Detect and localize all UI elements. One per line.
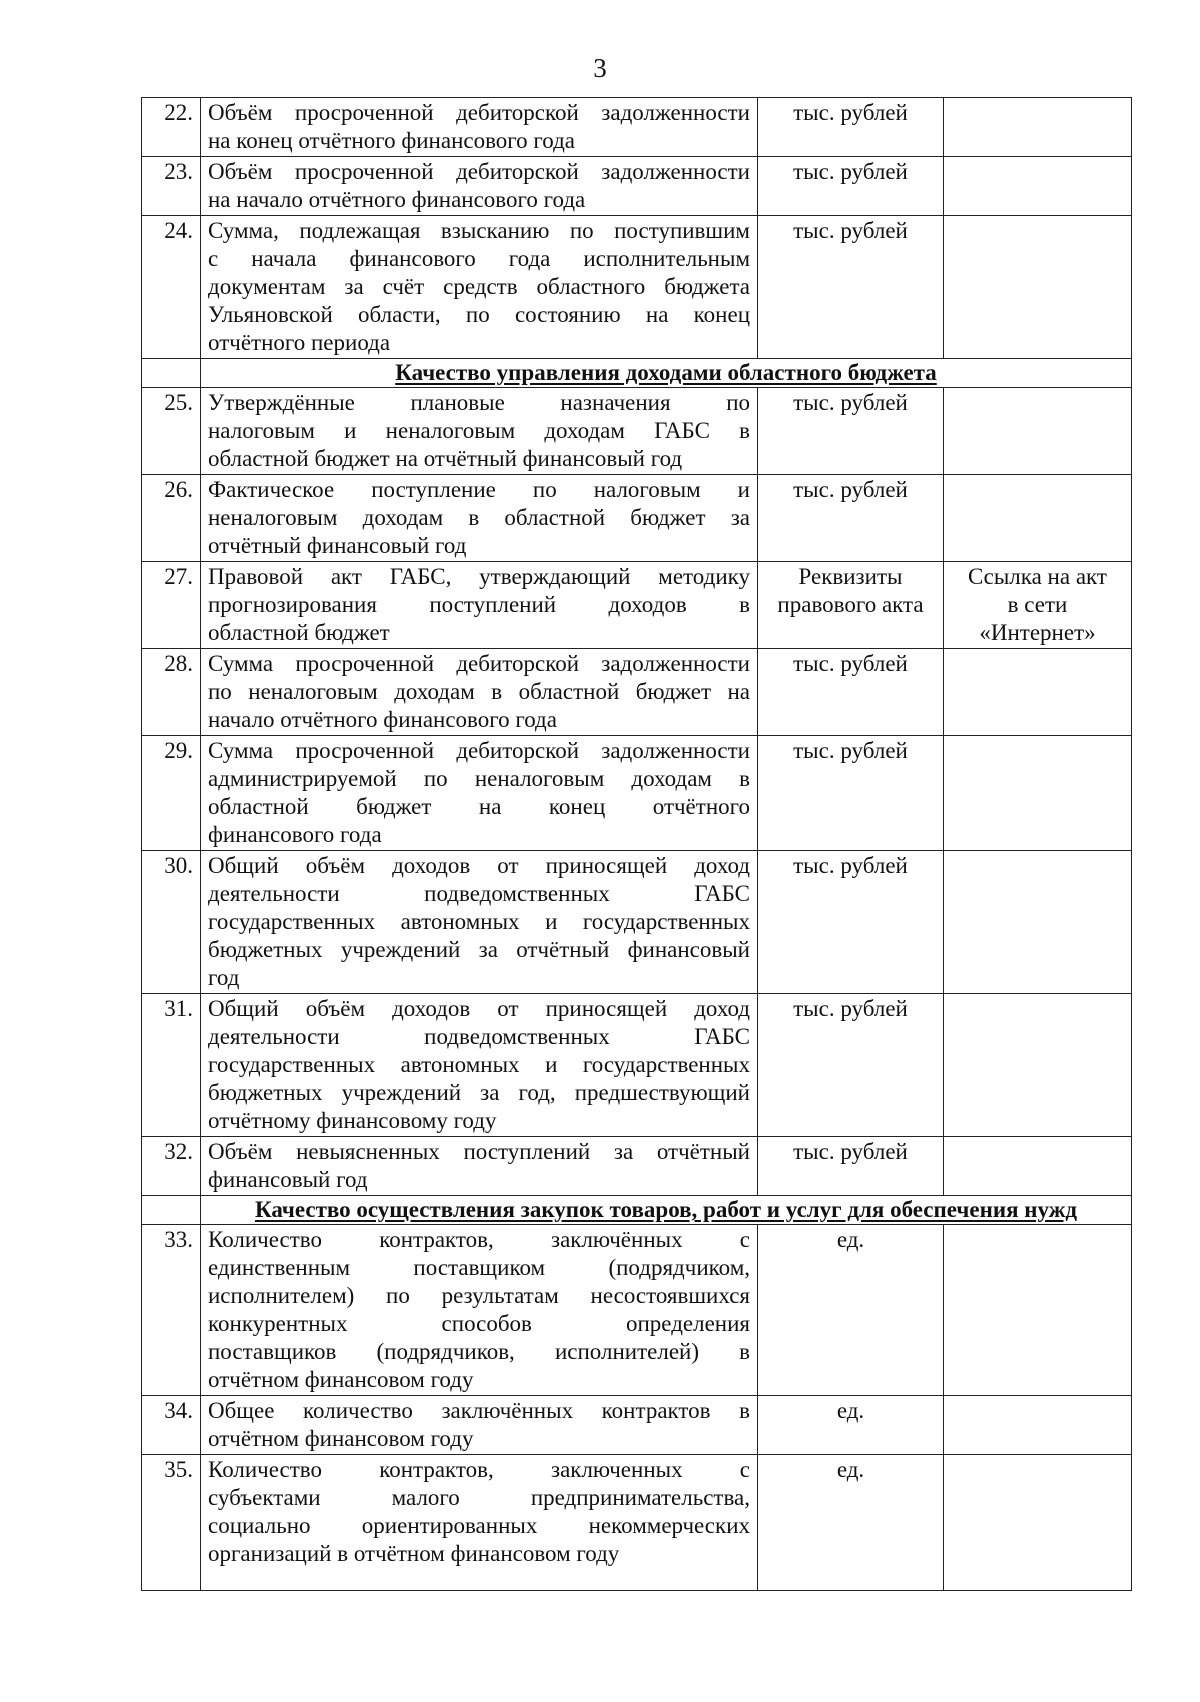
description-line: государственных автономных и государственных <box>208 909 750 934</box>
description-line: финансового года <box>208 822 382 847</box>
section-title: Качество осуществления закупок товаров, работ и услуг для обеспечения нужд <box>201 1196 1132 1225</box>
note-cell <box>944 562 1132 649</box>
table-row <box>142 649 1132 736</box>
row-number: 22. <box>142 98 201 157</box>
description-line: отчётного периода <box>208 330 391 355</box>
description-line: год <box>208 965 240 990</box>
description-line: социально ориентированных некоммерческих <box>208 1513 750 1538</box>
table-row <box>142 994 1132 1137</box>
unit-cell: тыс. рублей <box>758 736 944 851</box>
unit-cell: тыс. рублей <box>758 475 944 562</box>
table-row <box>142 216 1132 359</box>
section-number-cell <box>142 359 201 388</box>
description-line: конкурентных способов определения <box>208 1311 750 1336</box>
table-row <box>142 388 1132 475</box>
indicator-description <box>201 1455 758 1591</box>
indicator-description <box>201 475 758 562</box>
description-line: с начала финансового года исполнительным <box>208 246 750 271</box>
note-cell <box>944 1455 1132 1591</box>
page-number: 3 <box>593 53 607 83</box>
unit-cell: ед. <box>758 1455 944 1591</box>
section-header-row <box>142 359 1132 388</box>
description-line: Общее количество заключённых контрактов в <box>208 1398 750 1423</box>
description-line: Объём просроченной дебиторской задолженности <box>208 159 750 184</box>
row-number: 26. <box>142 475 201 562</box>
description-line: Объём просроченной дебиторской задолженности <box>208 100 750 125</box>
unit-line: правового акта <box>777 592 924 617</box>
table-row <box>142 1225 1132 1396</box>
note-line: Ссылка на акт <box>968 564 1107 589</box>
description-line: отчётный финансовый год <box>208 533 467 558</box>
description-line: Объём невыясненных поступлений за отчётный <box>208 1139 750 1164</box>
description-line: поставщиков (подрядчиков, исполнителей) в <box>208 1339 750 1364</box>
description-line: Количество контрактов, заключенных с <box>208 1457 750 1482</box>
description-line: Ульяновской области, по состоянию на конец <box>208 302 750 327</box>
description-line: по неналоговым доходам в областной бюджет на <box>208 679 750 704</box>
description-line: деятельности подведомственных ГАБС <box>208 881 750 906</box>
description-line: на конец отчётного финансового года <box>208 128 576 153</box>
description-line: финансовый год <box>208 1167 368 1192</box>
table-row <box>142 562 1132 649</box>
table-row <box>142 1396 1132 1455</box>
row-number: 24. <box>142 216 201 359</box>
table-row <box>142 157 1132 216</box>
description-line: Количество контрактов, заключённых с <box>208 1227 750 1252</box>
note-cell <box>944 1396 1132 1455</box>
section-header-row <box>142 1196 1132 1225</box>
description-line: документам за счёт средств областного бюджета <box>208 274 750 299</box>
note-cell <box>944 649 1132 736</box>
description-line: Утверждённые плановые назначения по <box>208 390 750 415</box>
row-number: 27. <box>142 562 201 649</box>
row-number: 35. <box>142 1455 201 1591</box>
indicator-description <box>201 1225 758 1396</box>
note-cell <box>944 216 1132 359</box>
row-number: 25. <box>142 388 201 475</box>
unit-cell: тыс. рублей <box>758 1137 944 1196</box>
description-line: областной бюджет на отчётный финансовый год <box>208 446 683 471</box>
note-cell <box>944 851 1132 994</box>
description-line: Фактическое поступление по налоговым и <box>208 477 750 502</box>
note-cell <box>944 475 1132 562</box>
description-line: Правовой акт ГАБС, утверждающий методику <box>208 564 750 589</box>
row-number: 29. <box>142 736 201 851</box>
indicator-description <box>201 1137 758 1196</box>
indicator-description <box>201 851 758 994</box>
note-cell <box>944 1225 1132 1396</box>
unit-cell: тыс. рублей <box>758 851 944 994</box>
description-line: неналоговым доходам в областной бюджет за <box>208 505 750 530</box>
table-row <box>142 736 1132 851</box>
description-line: субъектами малого предпринимательства, <box>208 1485 750 1510</box>
description-line: на начало отчётного финансового года <box>208 187 586 212</box>
description-line: отчётном финансовом году <box>208 1367 474 1392</box>
row-number: 34. <box>142 1396 201 1455</box>
indicator-description <box>201 157 758 216</box>
description-line: Сумма просроченной дебиторской задолженности <box>208 651 750 676</box>
description-line: Общий объём доходов от приносящей доход <box>208 996 750 1021</box>
indicator-description <box>201 994 758 1137</box>
unit-cell: тыс. рублей <box>758 98 944 157</box>
description-line: бюджетных учреждений за отчётный финансовый <box>208 937 750 962</box>
indicator-table <box>141 97 1132 1591</box>
description-line: отчётном финансовом году <box>208 1426 474 1451</box>
description-line: организаций в отчётном финансовом году <box>208 1541 620 1566</box>
description-line: государственных автономных и государственных <box>208 1052 750 1077</box>
table-row <box>142 851 1132 994</box>
indicator-description <box>201 649 758 736</box>
unit-cell: тыс. рублей <box>758 649 944 736</box>
description-line: областной бюджет на конец отчётного <box>208 794 750 819</box>
indicator-description <box>201 736 758 851</box>
note-cell <box>944 1137 1132 1196</box>
indicator-description <box>201 216 758 359</box>
indicator-description <box>201 562 758 649</box>
unit-line: Реквизиты <box>798 564 903 589</box>
table-row <box>142 98 1132 157</box>
description-line: единственным поставщиком (подрядчиком, <box>208 1255 750 1280</box>
description-line: Сумма, подлежащая взысканию по поступившим <box>208 218 750 243</box>
row-number: 30. <box>142 851 201 994</box>
table-row <box>142 475 1132 562</box>
row-number: 28. <box>142 649 201 736</box>
indicator-description <box>201 98 758 157</box>
description-line: администрируемой по неналоговым доходам в <box>208 766 750 791</box>
row-number: 23. <box>142 157 201 216</box>
row-number: 32. <box>142 1137 201 1196</box>
description-line: налоговым и неналоговым доходам ГАБС в <box>208 418 750 443</box>
table-row <box>142 1137 1132 1196</box>
table-row <box>142 1455 1132 1591</box>
note-cell <box>944 157 1132 216</box>
unit-cell: ед. <box>758 1225 944 1396</box>
unit-cell <box>758 562 944 649</box>
note-cell <box>944 736 1132 851</box>
note-cell <box>944 388 1132 475</box>
unit-cell: тыс. рублей <box>758 994 944 1137</box>
section-title: Качество управления доходами областного бюджета <box>201 359 1132 388</box>
description-line: Общий объём доходов от приносящей доход <box>208 853 750 878</box>
indicator-description <box>201 1396 758 1455</box>
description-line: отчётному финансовому году <box>208 1108 497 1133</box>
section-number-cell <box>142 1196 201 1225</box>
unit-cell: тыс. рублей <box>758 388 944 475</box>
note-line: в сети <box>1007 592 1068 617</box>
indicator-description <box>201 388 758 475</box>
unit-cell: ед. <box>758 1396 944 1455</box>
description-line: областной бюджет <box>208 620 390 645</box>
description-line: исполнителем) по результатам несостоявшихся <box>208 1283 750 1308</box>
row-number: 31. <box>142 994 201 1137</box>
row-number: 33. <box>142 1225 201 1396</box>
note-cell <box>944 994 1132 1137</box>
description-line: деятельности подведомственных ГАБС <box>208 1024 750 1049</box>
description-line: бюджетных учреждений за год, предшествующий <box>208 1080 750 1105</box>
unit-cell: тыс. рублей <box>758 216 944 359</box>
description-line: Сумма просроченной дебиторской задолженности <box>208 738 750 763</box>
unit-cell: тыс. рублей <box>758 157 944 216</box>
note-line: «Интернет» <box>979 620 1096 645</box>
description-line: начало отчётного финансового года <box>208 707 557 732</box>
description-line: прогнозирования поступлений доходов в <box>208 592 750 617</box>
note-cell <box>944 98 1132 157</box>
